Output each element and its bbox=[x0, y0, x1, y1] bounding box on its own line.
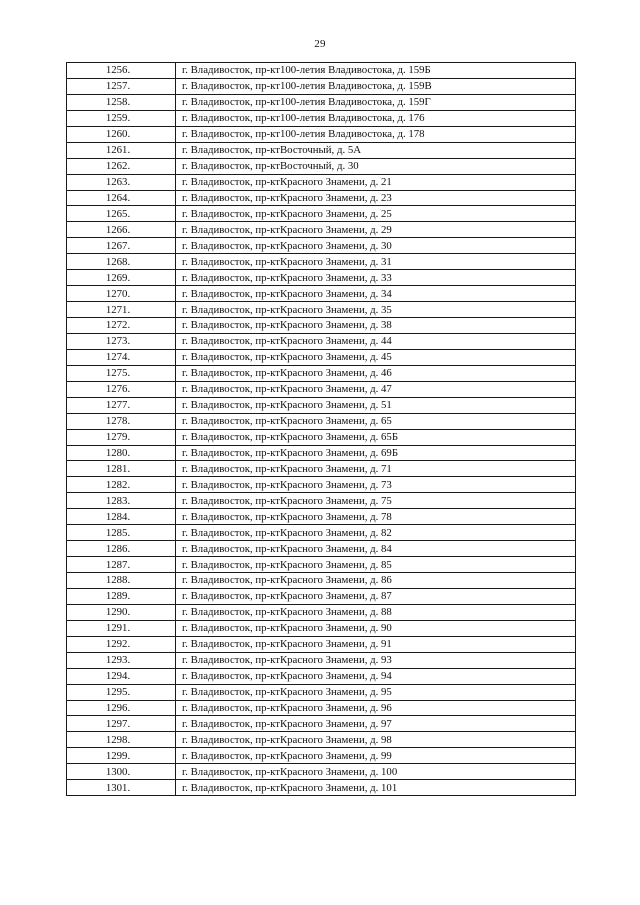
row-number-cell: 1282. bbox=[67, 477, 176, 493]
address-cell: г. Владивосток, пр-ктКрасного Знамени, д. 69Б bbox=[176, 445, 576, 461]
row-number-cell: 1274. bbox=[67, 349, 176, 365]
address-cell: г. Владивосток, пр-ктКрасного Знамени, д. 88 bbox=[176, 604, 576, 620]
address-cell: г. Владивосток, пр-кт100-летия Владивостока, д. 159В bbox=[176, 78, 576, 94]
address-cell: г. Владивосток, пр-ктКрасного Знамени, д. 93 bbox=[176, 652, 576, 668]
address-cell: г. Владивосток, пр-ктКрасного Знамени, д. 82 bbox=[176, 525, 576, 541]
row-number-cell: 1261. bbox=[67, 142, 176, 158]
address-cell: г. Владивосток, пр-ктКрасного Знамени, д. 86 bbox=[176, 573, 576, 589]
row-number-cell: 1295. bbox=[67, 684, 176, 700]
table-row bbox=[67, 573, 576, 589]
row-number-cell: 1290. bbox=[67, 604, 176, 620]
address-cell: г. Владивосток, пр-ктКрасного Знамени, д. 84 bbox=[176, 541, 576, 557]
table-row bbox=[67, 477, 576, 493]
table-row bbox=[67, 349, 576, 365]
table-row bbox=[67, 365, 576, 381]
address-cell: г. Владивосток, пр-ктКрасного Знамени, д. 98 bbox=[176, 732, 576, 748]
row-number-cell: 1266. bbox=[67, 222, 176, 238]
row-number-cell: 1299. bbox=[67, 748, 176, 764]
address-cell: г. Владивосток, пр-ктКрасного Знамени, д. 51 bbox=[176, 397, 576, 413]
address-cell: г. Владивосток, пр-кт100-летия Владивостока, д. 159Б bbox=[176, 63, 576, 79]
row-number-cell: 1258. bbox=[67, 94, 176, 110]
address-cell: г. Владивосток, пр-ктКрасного Знамени, д. 85 bbox=[176, 557, 576, 573]
table-row bbox=[67, 748, 576, 764]
table-row bbox=[67, 764, 576, 780]
row-number-cell: 1264. bbox=[67, 190, 176, 206]
address-cell: г. Владивосток, пр-ктКрасного Знамени, д. 78 bbox=[176, 509, 576, 525]
row-number-cell: 1288. bbox=[67, 573, 176, 589]
row-number-cell: 1269. bbox=[67, 270, 176, 286]
row-number-cell: 1286. bbox=[67, 541, 176, 557]
row-number-cell: 1262. bbox=[67, 158, 176, 174]
row-number-cell: 1281. bbox=[67, 461, 176, 477]
row-number-cell: 1278. bbox=[67, 413, 176, 429]
address-cell: г. Владивосток, пр-ктКрасного Знамени, д. 96 bbox=[176, 700, 576, 716]
table-row bbox=[67, 668, 576, 684]
table-row bbox=[67, 63, 576, 79]
address-cell: г. Владивосток, пр-ктВосточный, д. 5А bbox=[176, 142, 576, 158]
address-cell: г. Владивосток, пр-ктКрасного Знамени, д. 38 bbox=[176, 318, 576, 334]
address-cell: г. Владивосток, пр-ктКрасного Знамени, д. 23 bbox=[176, 190, 576, 206]
row-number-cell: 1271. bbox=[67, 302, 176, 318]
table-row bbox=[67, 381, 576, 397]
address-cell: г. Владивосток, пр-ктКрасного Знамени, д. 46 bbox=[176, 365, 576, 381]
table-row bbox=[67, 333, 576, 349]
address-cell: г. Владивосток, пр-ктКрасного Знамени, д. 33 bbox=[176, 270, 576, 286]
row-number-cell: 1275. bbox=[67, 365, 176, 381]
table-row bbox=[67, 142, 576, 158]
table-row bbox=[67, 286, 576, 302]
address-cell: г. Владивосток, пр-ктКрасного Знамени, д. 87 bbox=[176, 588, 576, 604]
row-number-cell: 1276. bbox=[67, 381, 176, 397]
address-cell: г. Владивосток, пр-ктВосточный, д. 30 bbox=[176, 158, 576, 174]
table-row bbox=[67, 397, 576, 413]
table-row bbox=[67, 652, 576, 668]
row-number-cell: 1265. bbox=[67, 206, 176, 222]
row-number-cell: 1257. bbox=[67, 78, 176, 94]
row-number-cell: 1297. bbox=[67, 716, 176, 732]
address-cell: г. Владивосток, пр-кт100-летия Владивостока, д. 178 bbox=[176, 126, 576, 142]
table-row bbox=[67, 158, 576, 174]
page-number: 29 bbox=[314, 38, 326, 50]
address-cell: г. Владивосток, пр-ктКрасного Знамени, д. 45 bbox=[176, 349, 576, 365]
row-number-cell: 1287. bbox=[67, 557, 176, 573]
address-cell: г. Владивосток, пр-кт100-летия Владивостока, д. 159Г bbox=[176, 94, 576, 110]
table-row bbox=[67, 302, 576, 318]
row-number-cell: 1280. bbox=[67, 445, 176, 461]
row-number-cell: 1272. bbox=[67, 318, 176, 334]
address-cell: г. Владивосток, пр-ктКрасного Знамени, д. 65Б bbox=[176, 429, 576, 445]
address-cell: г. Владивосток, пр-ктКрасного Знамени, д. 100 bbox=[176, 764, 576, 780]
address-cell: г. Владивосток, пр-ктКрасного Знамени, д. 95 bbox=[176, 684, 576, 700]
table-row bbox=[67, 429, 576, 445]
row-number-cell: 1268. bbox=[67, 254, 176, 270]
address-cell: г. Владивосток, пр-ктКрасного Знамени, д. 91 bbox=[176, 636, 576, 652]
address-cell: г. Владивосток, пр-ктКрасного Знамени, д. 35 bbox=[176, 302, 576, 318]
address-cell: г. Владивосток, пр-ктКрасного Знамени, д. 31 bbox=[176, 254, 576, 270]
row-number-cell: 1293. bbox=[67, 652, 176, 668]
table-row bbox=[67, 716, 576, 732]
row-number-cell: 1263. bbox=[67, 174, 176, 190]
table-row bbox=[67, 174, 576, 190]
address-cell: г. Владивосток, пр-ктКрасного Знамени, д. 29 bbox=[176, 222, 576, 238]
table-row bbox=[67, 222, 576, 238]
table-row bbox=[67, 270, 576, 286]
table-row bbox=[67, 238, 576, 254]
address-table bbox=[66, 62, 576, 796]
table-row bbox=[67, 541, 576, 557]
table-row bbox=[67, 509, 576, 525]
table-row bbox=[67, 557, 576, 573]
row-number-cell: 1284. bbox=[67, 509, 176, 525]
table-row bbox=[67, 254, 576, 270]
table-row bbox=[67, 413, 576, 429]
address-cell: г. Владивосток, пр-ктКрасного Знамени, д. 47 bbox=[176, 381, 576, 397]
row-number-cell: 1267. bbox=[67, 238, 176, 254]
address-cell: г. Владивосток, пр-ктКрасного Знамени, д. 25 bbox=[176, 206, 576, 222]
address-cell: г. Владивосток, пр-ктКрасного Знамени, д. 73 bbox=[176, 477, 576, 493]
row-number-cell: 1300. bbox=[67, 764, 176, 780]
table-row bbox=[67, 493, 576, 509]
table-row bbox=[67, 445, 576, 461]
address-cell: г. Владивосток, пр-ктКрасного Знамени, д. 30 bbox=[176, 238, 576, 254]
table-row bbox=[67, 780, 576, 796]
table-row bbox=[67, 620, 576, 636]
address-cell: г. Владивосток, пр-ктКрасного Знамени, д. 94 bbox=[176, 668, 576, 684]
address-cell: г. Владивосток, пр-ктКрасного Знамени, д. 34 bbox=[176, 286, 576, 302]
table-row bbox=[67, 126, 576, 142]
address-cell: г. Владивосток, пр-ктКрасного Знамени, д. 44 bbox=[176, 333, 576, 349]
row-number-cell: 1296. bbox=[67, 700, 176, 716]
table-row bbox=[67, 110, 576, 126]
row-number-cell: 1285. bbox=[67, 525, 176, 541]
row-number-cell: 1289. bbox=[67, 588, 176, 604]
address-cell: г. Владивосток, пр-ктКрасного Знамени, д. 90 bbox=[176, 620, 576, 636]
row-number-cell: 1260. bbox=[67, 126, 176, 142]
table-row bbox=[67, 525, 576, 541]
table-row bbox=[67, 588, 576, 604]
address-cell: г. Владивосток, пр-ктКрасного Знамени, д. 99 bbox=[176, 748, 576, 764]
table-row bbox=[67, 684, 576, 700]
table-row bbox=[67, 700, 576, 716]
address-table-body bbox=[67, 63, 576, 796]
table-row bbox=[67, 206, 576, 222]
table-row bbox=[67, 78, 576, 94]
table-row bbox=[67, 732, 576, 748]
row-number-cell: 1291. bbox=[67, 620, 176, 636]
address-cell: г. Владивосток, пр-ктКрасного Знамени, д. 97 bbox=[176, 716, 576, 732]
row-number-cell: 1301. bbox=[67, 780, 176, 796]
row-number-cell: 1294. bbox=[67, 668, 176, 684]
address-cell: г. Владивосток, пр-ктКрасного Знамени, д. 65 bbox=[176, 413, 576, 429]
table-row bbox=[67, 604, 576, 620]
row-number-cell: 1283. bbox=[67, 493, 176, 509]
address-cell: г. Владивосток, пр-ктКрасного Знамени, д. 75 bbox=[176, 493, 576, 509]
address-cell: г. Владивосток, пр-ктКрасного Знамени, д. 71 bbox=[176, 461, 576, 477]
row-number-cell: 1273. bbox=[67, 333, 176, 349]
row-number-cell: 1279. bbox=[67, 429, 176, 445]
address-cell: г. Владивосток, пр-ктКрасного Знамени, д. 101 bbox=[176, 780, 576, 796]
table-row bbox=[67, 461, 576, 477]
table-row bbox=[67, 636, 576, 652]
row-number-cell: 1259. bbox=[67, 110, 176, 126]
address-cell: г. Владивосток, пр-ктКрасного Знамени, д. 21 bbox=[176, 174, 576, 190]
address-cell: г. Владивосток, пр-кт100-летия Владивостока, д. 176 bbox=[176, 110, 576, 126]
row-number-cell: 1292. bbox=[67, 636, 176, 652]
row-number-cell: 1277. bbox=[67, 397, 176, 413]
row-number-cell: 1298. bbox=[67, 732, 176, 748]
table-row bbox=[67, 318, 576, 334]
row-number-cell: 1270. bbox=[67, 286, 176, 302]
table-row bbox=[67, 94, 576, 110]
table-row bbox=[67, 190, 576, 206]
row-number-cell: 1256. bbox=[67, 63, 176, 79]
